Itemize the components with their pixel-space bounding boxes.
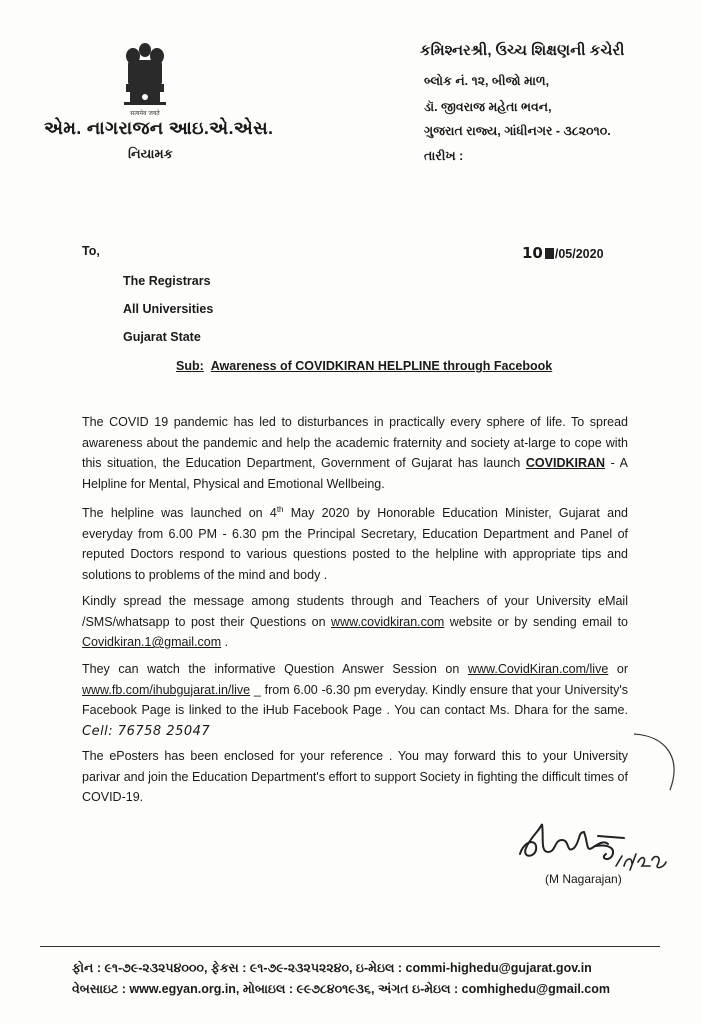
paragraph-text: They can watch the informative Question Answer Session on: [82, 662, 468, 676]
footer-contact-line: ફોન : ૯૧-૭૯-૨૩૨૫૪૦૦૦, ફેકસ : ૯૧-૭૯-૨૩૨૫૨૨૪૦, ઇ-મેઇલ : commi-highedu@gujarat.gov.in: [72, 961, 592, 975]
subject-prefix: Sub:: [176, 359, 204, 373]
live-link[interactable]: www.CovidKiran.com/live: [467, 662, 609, 676]
address-line: ગુજરાત રાજ્ય, ગાંધીનગર - ૩૮૨૦૧૦.: [424, 124, 611, 138]
paragraph-text: .: [221, 635, 229, 649]
recipient-line: Gujarat State: [123, 330, 201, 344]
ink-blot: [545, 248, 554, 259]
national-emblem-icon: [118, 40, 172, 120]
subject-text: Awareness of COVIDKIRAN HELPLINE through Facebook: [210, 359, 553, 373]
letter-date: [522, 244, 604, 262]
pen-mark-icon: [626, 728, 686, 794]
recipient-line: All Universities: [123, 302, 214, 316]
ordinal-suffix: th: [276, 504, 284, 514]
subject-line: [176, 359, 552, 373]
paragraph-text: - A Helpline for Mental, Physical and Emotional Wellbeing.: [82, 456, 628, 491]
footer-divider: [40, 946, 660, 947]
date-rest: /05/2020: [554, 247, 604, 261]
paragraph-text: Kindly spread the message among students through and Teachers of your University eMail /SMS/whatsapp to post their Questions on: [82, 594, 628, 629]
signatory-name: (M Nagarajan): [545, 872, 622, 886]
office-name: કમિશ્નરશ્રી, ઉચ્ચ શિક્ષણની કચેરી: [420, 42, 625, 59]
facebook-link[interactable]: www.fb.com/ihubgujarat.in/live: [82, 682, 251, 697]
paragraph-text: or: [608, 662, 628, 676]
address-line: ડૉ. જીવરાજ મહેતા ભવન,: [424, 100, 552, 114]
handwritten-cell-number: Cell: 76758 25047: [82, 723, 211, 739]
paragraph-text: May 2020 by Honorable Education Minister, Gujarat and everyday from 6.00 PM - 6.30 pm the Principal Secretary, Education Department and Panel of reputed Doctors respond to various questions posted to the helpline with appropriate tips and solutions to problems of the mind and body .: [82, 506, 628, 582]
covidkiran-highlight: COVIDKIRAN: [525, 456, 606, 470]
paragraph-eposters: The ePosters has been enclosed for your reference . You may forward this to your University parivar and join the Education Department's effort to support Society in fighting the difficult times of COVID-19.: [82, 749, 628, 804]
paragraph-launch: [82, 503, 628, 585]
salutation-to: To,: [82, 244, 100, 258]
officer-name: એમ. નાગરાજન આઇ.એ.એસ.: [44, 118, 274, 138]
paragraph-intro: [82, 412, 628, 494]
handwritten-day: 10: [522, 244, 543, 262]
footer-contact-line: વેબસાઇટ : www.egyan.org.in, મોબાઇલ : ૯૯૭૮૪૦૧૯૩૬, અંગત ઇ-મેઇલ : comhighedu@gmail.com: [72, 982, 610, 996]
paragraph-text: The COVID 19 pandemic has led to disturbances in practically every sphere of life. To spread awareness about the pandemic and help the academic fraternity and society at-large to cope with this situation, the Education Department, Government of Gujarat has launch: [82, 415, 628, 470]
emblem-motto: सत्यमेव जयते: [130, 110, 160, 117]
officer-title: નિયામક: [128, 146, 173, 161]
website-link[interactable]: www.covidkiran.com: [331, 614, 445, 629]
email-link[interactable]: Covidkiran.1@gmail.com: [82, 635, 222, 649]
address-line: બ્લોક નં. ૧૨, બીજો માળ,: [424, 74, 550, 88]
date-label: તારીખ :: [424, 149, 464, 163]
recipient-line: The Registrars: [123, 274, 211, 288]
handwritten-signature: [512, 818, 668, 876]
paragraph-spread: [82, 591, 628, 653]
paragraph-text: _ from 6.00 -6.30 pm everyday. Kindly ensure that your University's Facebook Page is linked to the iHub Facebook Page . You can contact Ms. Dhara for the same.: [82, 682, 628, 717]
paragraph-watch: [82, 659, 628, 742]
paragraph-text: The helpline was launched on 4: [82, 506, 277, 520]
paragraph-text: website or by sending email to: [444, 614, 629, 629]
